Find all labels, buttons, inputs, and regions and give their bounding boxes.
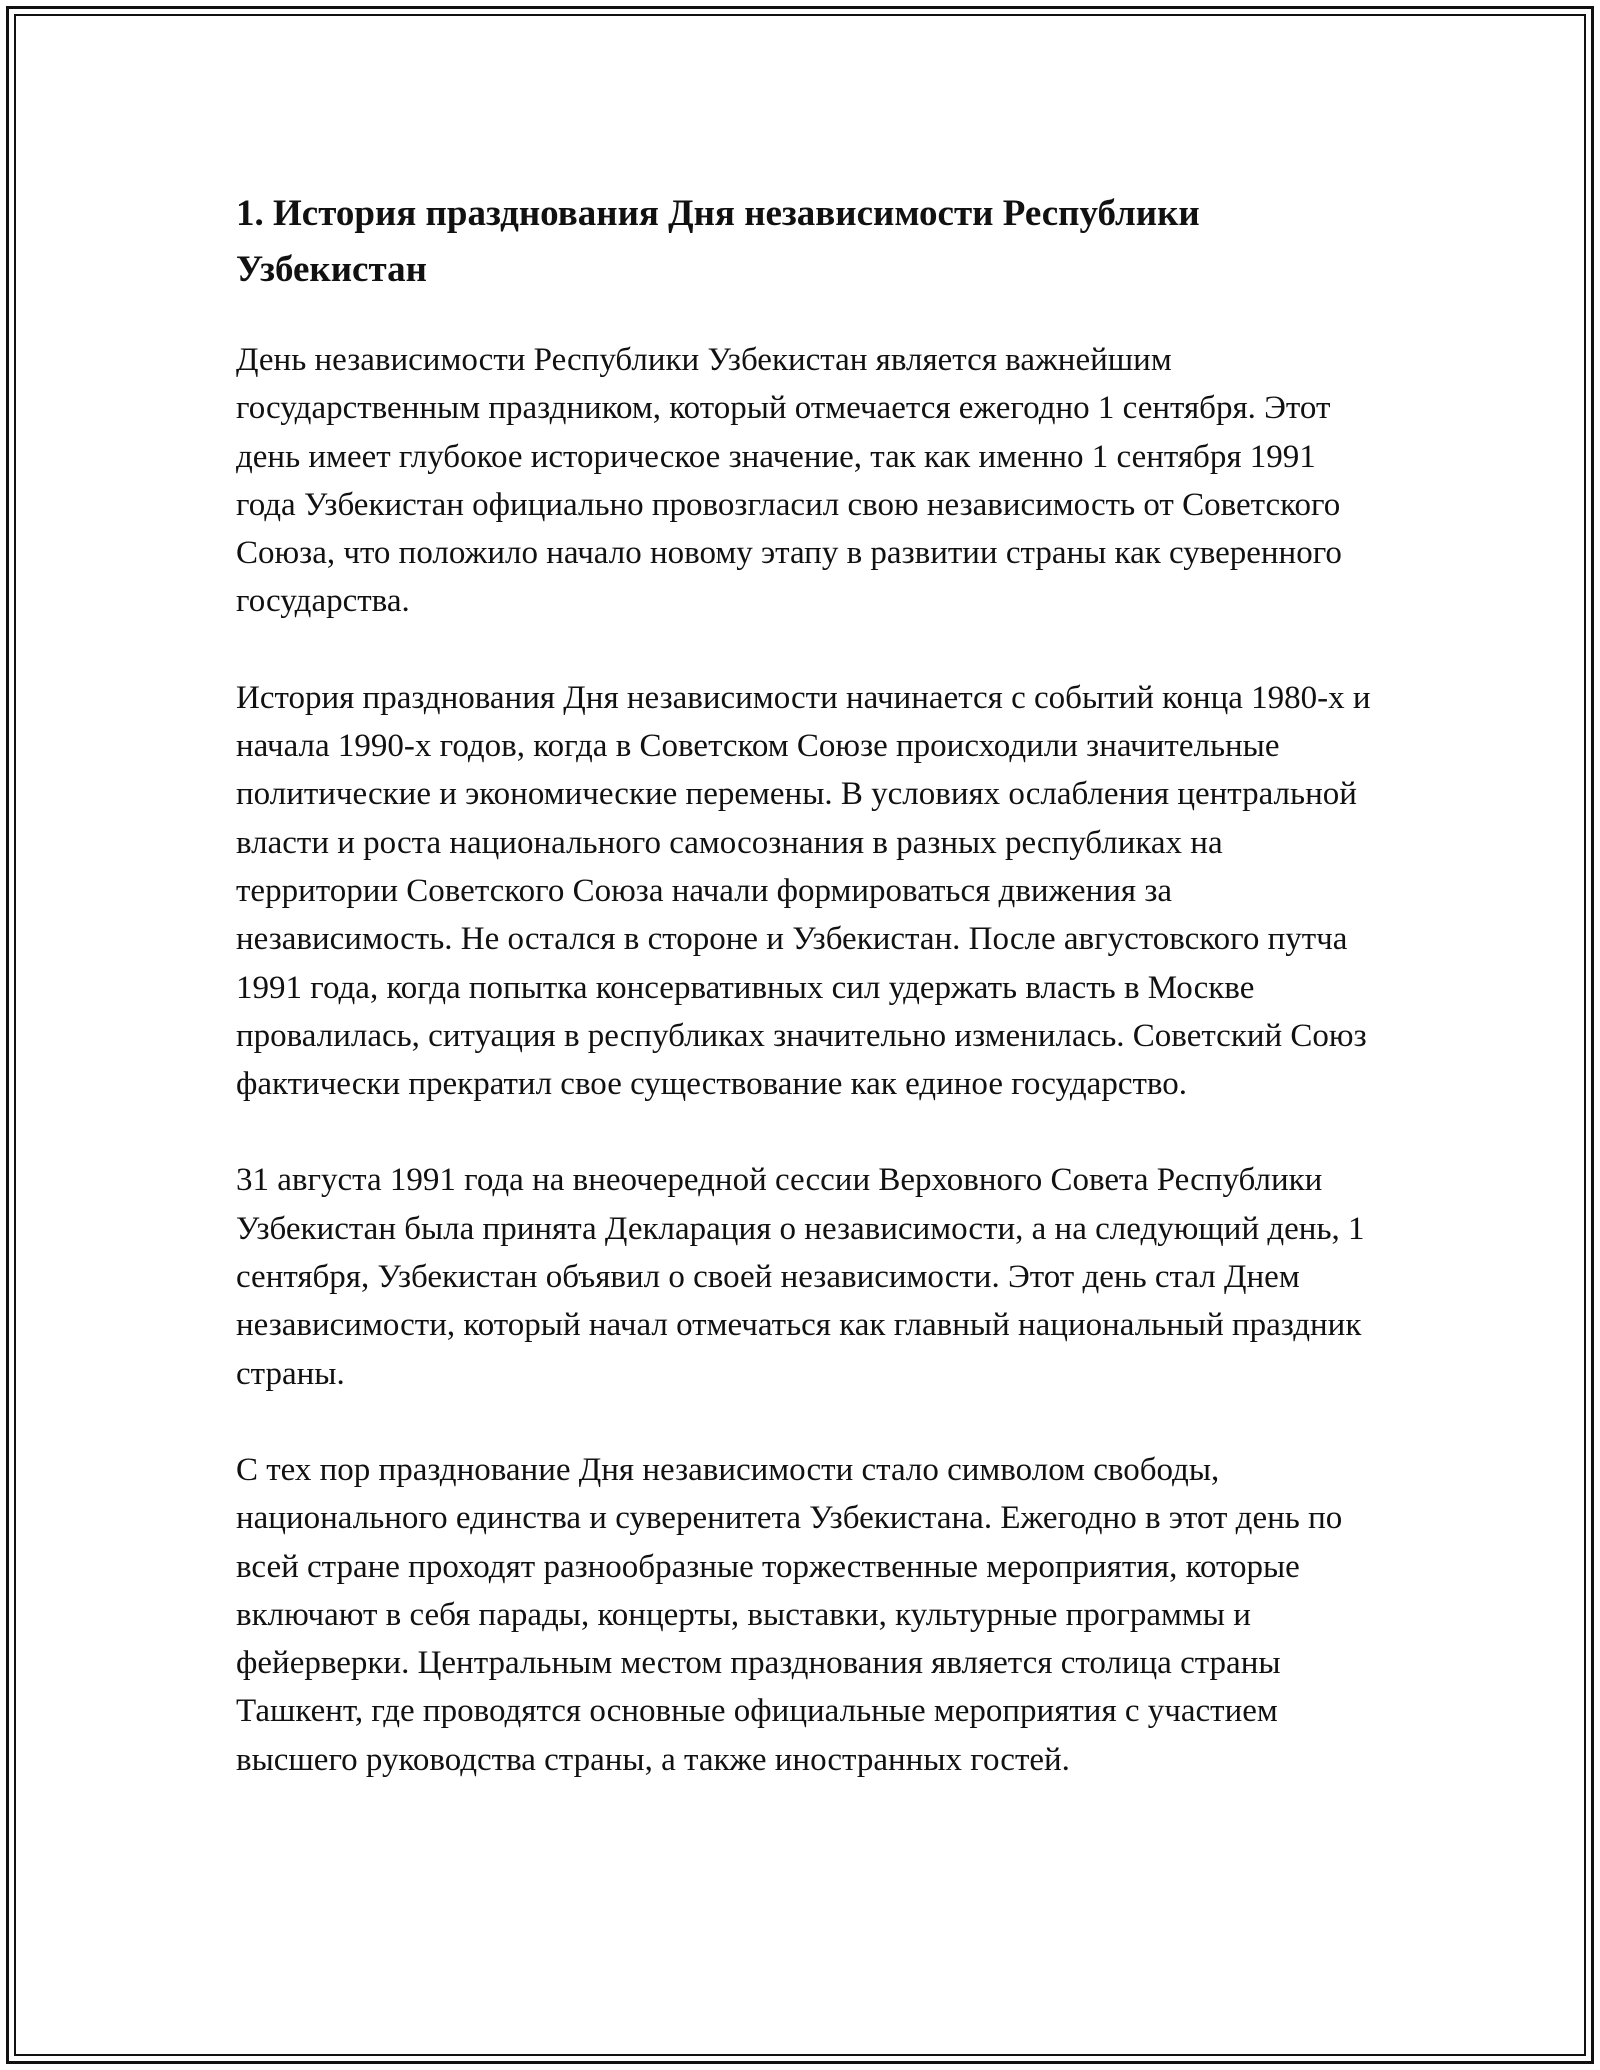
paragraph-3: 31 августа 1991 года на внеочередной сессии Верховного Совета Республики Узбекистан была принята Декларация о независимости, а на следующий день, 1 сентября, Узбекистан объявил о своей независимости. Этот день стал Днем независимости, который начал отмечаться как главный национальный праздник страны. — [236, 1162, 1365, 1392]
paragraph-4: С тех пор празднование Дня независимости стало символом свободы, национального единства и суверенитета Узбекистана. Ежегодно в этот день по всей стране проходят разнообразные торжественные мероприятия, которые включают в себя парады, концерты, выставки, культурные программы и фейерверки. Центральным местом празднования является столица страны Ташкент, где проводятся основные официальные мероприятия с участием высшего руководства страны, а также иностранных гостей. — [236, 1451, 1343, 1778]
document-body — [236, 186, 1376, 1832]
paragraph-1: День независимости Республики Узбекистан является важнейшим государственным праздником, который отмечается ежегодно 1 сентября. Этот день имеет глубокое историческое значение, так как именно 1 сентября 1991 года Узбекистан официально провозгласил свою независимость от Советского Союза, что положило начало новому этапу в развитии страны как суверенного государства. — [236, 342, 1342, 620]
paragraph-2: История празднования Дня независимости начинается с событий конца 1980-х и начала 1990-х годов, когда в Советском Союзе происходили значительные политические и экономические перемены. В условиях ослабления центральной власти и роста национального самосознания в разных республиках на территории Советского Союза начали формироваться движения за независимость. Не остался в стороне и Узбекистан. После августовского путча 1991 года, когда попытка консервативных сил удержать власть в Москве провалилась, ситуация в республиках значительно изменилась. Советский Союз фактически прекратил свое существование как единое государство. — [236, 679, 1371, 1103]
section-heading: 1. История празднования Дня независимости Республики Узбекистан — [236, 193, 1200, 290]
